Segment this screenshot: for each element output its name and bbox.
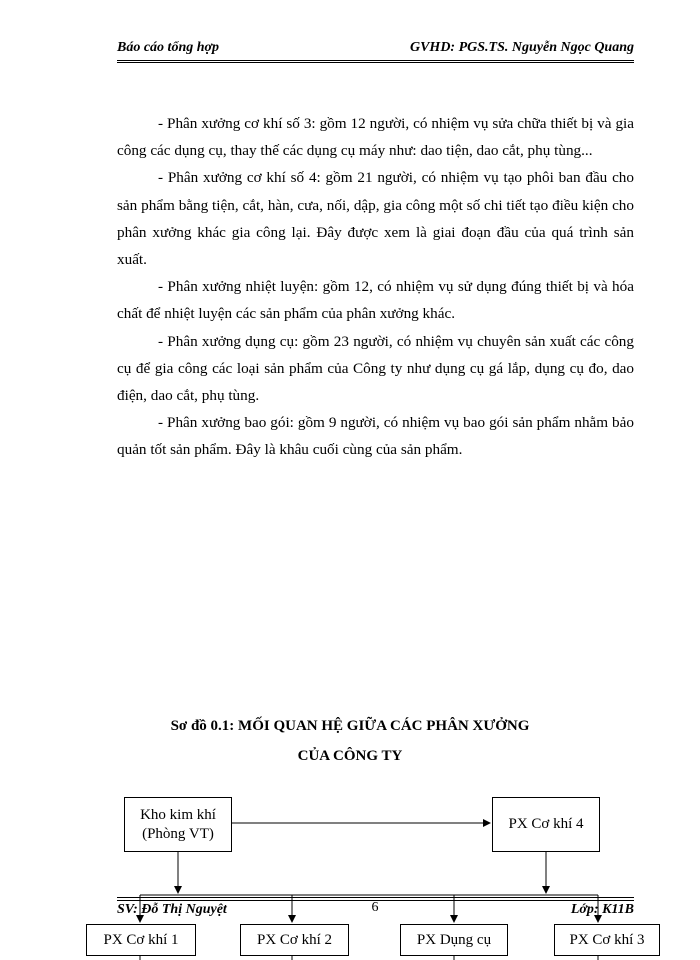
footer-left: SV: Đỗ Thị Nguyệt [117, 902, 227, 917]
body-text [117, 110, 634, 464]
box-kho-line1: Kho kim khí [140, 807, 216, 823]
box-px-co-khi-1: PX Cơ khí 1 [86, 924, 196, 956]
header-rule-2 [117, 62, 634, 63]
footer-rule [117, 897, 634, 898]
header-rule [117, 60, 634, 61]
paragraph: - Phân xưởng nhiệt luyện: gồm 12, có nhiệm vụ sử dụng đúng thiết bị và hóa chất để nhiệt luyện các sản phẩm của phân xưởng khác. [117, 278, 634, 323]
page-number: 6 [371, 900, 379, 915]
paragraph: - Phân xưởng bao gói: gồm 9 người, có nhiệm vụ bao gói sản phẩm nhằm bảo quản tốt sản phẩm. Đây là khâu cuối cùng của sản phẩm. [117, 414, 634, 459]
box-px-dung-cu: PX Dụng cụ [400, 924, 508, 956]
box-px-co-khi-2: PX Cơ khí 2 [240, 924, 349, 956]
footer-right: Lớp: K11B [570, 902, 634, 917]
box-kho-kim-khi [124, 797, 232, 852]
header-left: Báo cáo tổng hợp [117, 40, 220, 55]
paragraph: - Phân xưởng cơ khí số 4: gồm 21 người, có nhiệm vụ tạo phôi ban đầu cho sản phẩm bằng tiện, cắt, hàn, cưa, nối, dập, gia công một số chi tiết tạo điều kiện cho phân xưởng khác gia công lại. Đây được xem là giai đoạn đầu của quá trình sản xuất. [117, 169, 634, 269]
paragraph: - Phân xưởng cơ khí số 3: gồm 12 người, có nhiệm vụ sửa chữa thiết bị và gia công các dụng cụ, thay thế các dụng cụ máy như: dao tiện, dao cắt, phụ tùng... [117, 115, 634, 160]
header-right: GVHD: PGS.TS. Nguyễn Ngọc Quang [409, 40, 634, 55]
diagram-subtitle: CỦA CÔNG TY [297, 748, 403, 764]
box-px-co-khi-4: PX Cơ khí 4 [492, 797, 600, 852]
box-px-co-khi-3: PX Cơ khí 3 [554, 924, 660, 956]
diagram-title: Sơ đồ 0.1: MỐI QUAN HỆ GIỮA CÁC PHÂN XƯỞNG [170, 718, 530, 734]
paragraph: - Phân xưởng dụng cụ: gồm 23 người, có nhiệm vụ chuyên sản xuất các công cụ để gia công các loại sản phẩm của Công ty như dụng cụ gá lắp, dụng cụ đo, dao điện, dao cắt, phụ tùng. [117, 332, 634, 405]
box-kho-line2: (Phòng VT) [142, 826, 214, 842]
